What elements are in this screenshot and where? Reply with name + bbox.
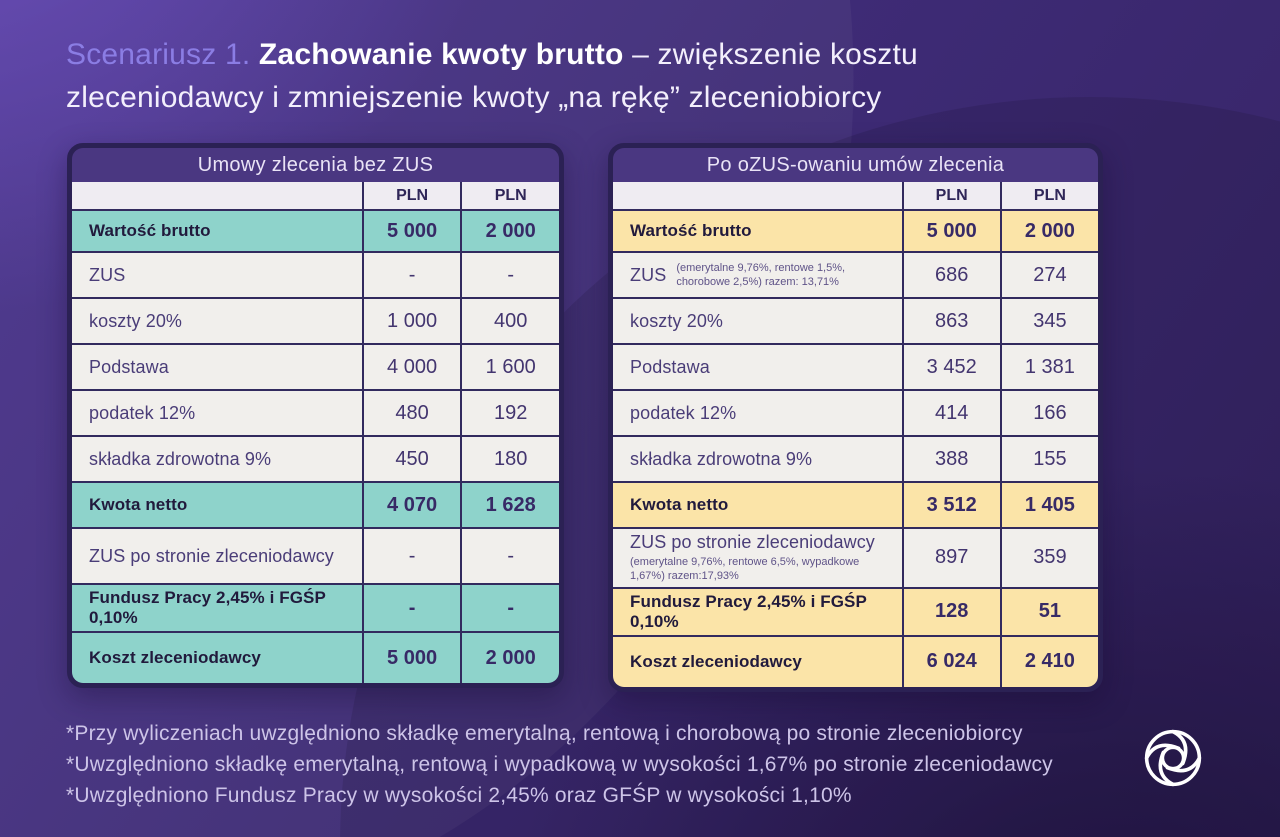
row-value: 400 [462, 299, 559, 343]
row-value: 2 000 [1002, 211, 1098, 251]
row-value: 3 452 [904, 345, 1000, 389]
row-value: 166 [1002, 391, 1098, 435]
column-header-pln: PLN [1002, 182, 1098, 209]
row-value: 5 000 [904, 211, 1000, 251]
row-value: 480 [364, 391, 461, 435]
table-po-ozusowaniu [608, 143, 1103, 692]
row-label: podatek 12% [613, 391, 902, 435]
title-emphasis: Zachowanie kwoty brutto [258, 38, 624, 71]
page-title [66, 34, 1081, 120]
row-label: koszty 20% [613, 299, 902, 343]
row-label: Koszt zleceniodawcy [613, 637, 902, 687]
column-header-empty [72, 182, 362, 209]
row-value: 51 [1002, 589, 1098, 635]
table-grid [72, 182, 559, 683]
row-value: 1 600 [462, 345, 559, 389]
swirl-rosette-logo-icon [1139, 724, 1207, 792]
row-value: 128 [904, 589, 1000, 635]
row-value: 414 [904, 391, 1000, 435]
title-scenario: Scenariusz 1. [66, 38, 251, 71]
footnote: *Uwzględniono Fundusz Pracy w wysokości 2,45% oraz GFŚP w wysokości 1,10% [66, 784, 852, 808]
row-value: 686 [904, 253, 1000, 297]
table-title: Po oZUS-owaniu umów zlecenia [613, 148, 1098, 182]
row-label: koszty 20% [72, 299, 362, 343]
footnote: *Przy wyliczeniach uwzględniono składkę emerytalną, rentową i chorobową po stronie zleceniobiorcy [66, 722, 1023, 745]
row-value: 345 [1002, 299, 1098, 343]
title-rest: – zwiększenie kosztu zleceniodawcy i zmniejszenie kwoty „na rękę” zleceniobiorcy [66, 38, 918, 114]
row-label: Fundusz Pracy 2,45% i FGŚP 0,10% [72, 585, 362, 631]
row-value: 1 000 [364, 299, 461, 343]
row-label: składka zdrowotna 9% [72, 437, 362, 481]
row-value: 2 410 [1002, 637, 1098, 687]
row-value: 5 000 [364, 211, 461, 251]
row-value: - [364, 529, 461, 583]
column-header-pln: PLN [462, 182, 559, 209]
row-label: ZUS [72, 253, 362, 297]
footnote: *Uwzględniono składkę emerytalną, rentową i wypadkową w wysokości 1,67% po stronie zleceniodawcy [66, 753, 1053, 777]
row-value: 1 381 [1002, 345, 1098, 389]
row-label: podatek 12% [72, 391, 362, 435]
row-value: 6 024 [904, 637, 1000, 687]
row-value: - [364, 585, 461, 631]
row-label: Podstawa [613, 345, 902, 389]
row-value: 897 [904, 529, 1000, 587]
table-title: Umowy zlecenia bez ZUS [72, 148, 559, 182]
table-umowy-bez-zus [67, 143, 564, 688]
row-label: Kwota netto [72, 483, 362, 527]
row-value: 180 [462, 437, 559, 481]
row-label: ZUS po stronie zleceniodawcy [72, 529, 362, 583]
row-value: - [462, 253, 559, 297]
row-value: 4 000 [364, 345, 461, 389]
row-value: - [364, 253, 461, 297]
row-value: 2 000 [462, 633, 559, 683]
row-label: Fundusz Pracy 2,45% i FGŚP 0,10% [613, 589, 902, 635]
row-value: 2 000 [462, 211, 559, 251]
row-value: 388 [904, 437, 1000, 481]
row-value: 5 000 [364, 633, 461, 683]
row-value: 1 628 [462, 483, 559, 527]
column-header-pln: PLN [904, 182, 1000, 209]
row-value: 4 070 [364, 483, 461, 527]
row-value: 1 405 [1002, 483, 1098, 527]
column-header-pln: PLN [364, 182, 461, 209]
row-label: Wartość brutto [613, 211, 902, 251]
row-value: 155 [1002, 437, 1098, 481]
row-label: ZUS po stronie zleceniodawcy (emerytalne 9,76%, rentowe 6,5%, wypadkowe 1,67%) razem:17,93% [613, 529, 902, 587]
footnotes [66, 718, 1053, 811]
row-label: Podstawa [72, 345, 362, 389]
row-label: składka zdrowotna 9% [613, 437, 902, 481]
row-value: 863 [904, 299, 1000, 343]
row-label: ZUS (emerytalne 9,76%, rentowe 1,5%, chorobowe 2,5%) razem: 13,71% [613, 253, 902, 297]
row-value: 274 [1002, 253, 1098, 297]
row-label: Wartość brutto [72, 211, 362, 251]
row-value: - [462, 585, 559, 631]
column-header-empty [613, 182, 902, 209]
row-value: 359 [1002, 529, 1098, 587]
row-value: - [462, 529, 559, 583]
row-value: 3 512 [904, 483, 1000, 527]
row-label: Koszt zleceniodawcy [72, 633, 362, 683]
table-grid [613, 182, 1098, 687]
row-value: 450 [364, 437, 461, 481]
row-value: 192 [462, 391, 559, 435]
row-label: Kwota netto [613, 483, 902, 527]
